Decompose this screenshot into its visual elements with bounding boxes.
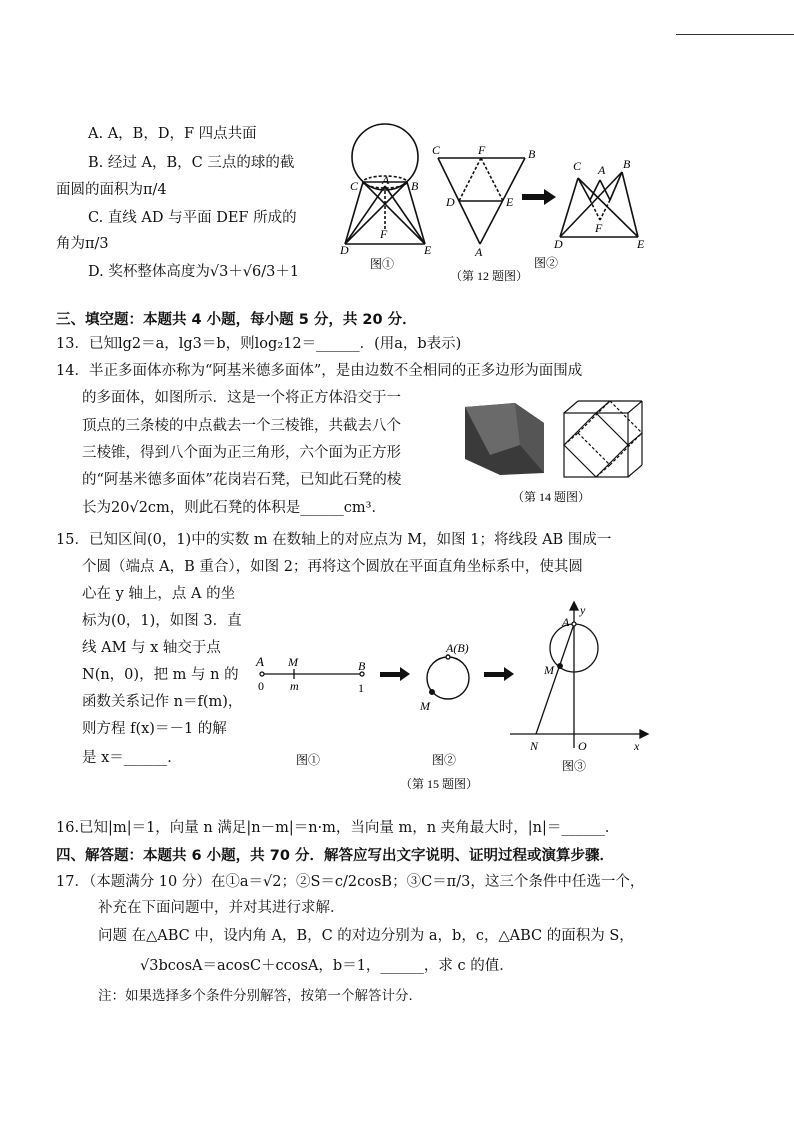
q15-fig2-caption: 图② — [432, 753, 457, 767]
right-arrow-icon — [522, 189, 556, 205]
q12-figure — [330, 120, 670, 290]
q12-fig1-caption: 图① — [370, 257, 395, 271]
q12-option-b-line2: 面圆的面积为π/4 — [56, 182, 167, 198]
fig2-label-d: D — [554, 237, 563, 251]
q14-line2: 的多面体，如图所示．这是一个将正方体沿交于一 — [82, 390, 401, 406]
q12-option-a: A. A，B，D，F 四点共面 — [88, 126, 257, 142]
q15-figure-caption: （第 15 题图） — [400, 777, 479, 791]
q15-line9: 是 x＝______． — [82, 750, 182, 766]
fig1-label-f: F — [380, 227, 388, 241]
q16-text: 16.已知|m|＝1，向量 n 满足|n－m|＝n·m，当向量 m，n 夹角最大时，|n|＝______． — [56, 820, 620, 836]
net-label-c: C — [432, 143, 441, 157]
q15-label-m-value: m — [290, 679, 299, 693]
q12-option-c-line1: C. 直线 AD 与平面 DEF 所成的 — [88, 210, 297, 226]
q15-label-b: B — [358, 659, 366, 673]
q15-coordinate-plane — [510, 602, 648, 748]
fig1-label-a: A — [382, 173, 390, 187]
q15-number-line — [260, 669, 364, 679]
q15-line8: 则方程 f(x)＝－1 的解 — [82, 721, 227, 737]
q15-line7: 函数关系记作 n＝f(m)， — [82, 694, 243, 710]
q15-line5: 线 AM 与 x 轴交于点 — [82, 640, 221, 656]
net-label-d: D — [446, 195, 455, 209]
net-label-e: E — [506, 195, 514, 209]
q15-label-m: M — [288, 655, 298, 669]
q12-fig2-caption: 图② — [534, 256, 559, 270]
q15-label-one: 1 — [358, 681, 364, 695]
q12-option-c-line2: 角为π/3 — [56, 236, 109, 252]
fig2-label-f: F — [595, 221, 603, 235]
net-label-b: B — [528, 147, 536, 161]
section3-heading: 三、填空题：本题共 4 小题，每小题 5 分，共 20 分． — [56, 312, 417, 328]
q12-figure-title: （第 12 题图） — [450, 269, 529, 283]
header-rule — [676, 34, 794, 35]
q15-line2: 个圆（端点 A，B 重合），如图 2；再将这个圆放在平面直角坐标系中，使其圆 — [82, 559, 583, 575]
q15-label-n: N — [530, 739, 539, 753]
q14-line3: 顶点的三条棱的中点截去一个三棱锥，共截去八个 — [82, 418, 401, 434]
q15-fig1-caption: 图① — [296, 753, 321, 767]
net-label-a: A — [475, 245, 483, 259]
cuboctahedron-diagram — [564, 401, 642, 477]
fig1-label-b: B — [411, 179, 419, 193]
q15-axis-y: y — [580, 603, 586, 617]
fig1-label-d: D — [340, 243, 349, 257]
q14-line5: 的“阿基米德多面体”花岗岩石凳，已知此石凳的棱 — [82, 472, 402, 488]
q15-axis-x: x — [634, 739, 640, 753]
fig2-label-b: B — [623, 157, 631, 171]
q15-fig3-caption: 图③ — [562, 759, 587, 773]
q15-circle — [427, 655, 469, 699]
q14-line4: 三棱锥，得到八个面为正三角形，六个面为正方形 — [82, 445, 401, 461]
q15-label-zero: 0 — [258, 679, 264, 693]
right-arrow-icon — [380, 667, 410, 681]
q14-figure-caption: （第 14 题图） — [512, 490, 591, 504]
section4-heading: 四、解答题：本题共 6 小题，共 70 分．解答应写出文字说明、证明过程或演算步骤． — [56, 848, 614, 864]
fig1-label-e: E — [424, 243, 432, 257]
fig2-label-a: A — [598, 163, 606, 177]
fig2-label-c: C — [573, 159, 582, 173]
q15-fig3-label-m: M — [544, 663, 554, 677]
q15-fig3-label-a: A — [562, 615, 570, 629]
q17-note: 注：如果选择多个条件分别解答，按第一个解答计分． — [98, 988, 422, 1004]
q15-line1: 15．已知区间(0，1)中的实数 m 在数轴上的对应点为 M，如图 1；将线段 AB 围成一 — [56, 532, 612, 548]
net-label-f: F — [478, 143, 486, 157]
fig2-label-e: E — [637, 237, 645, 251]
q15-fig2-label-m: M — [420, 699, 430, 713]
stone-bench-photo — [465, 403, 544, 475]
q15-label-o: O — [578, 739, 587, 753]
q15-label-ab: A(B) — [446, 641, 469, 655]
q13-text: 13．已知lg2＝a，lg3＝b，则log₂12＝______．(用a，b表示) — [56, 336, 462, 352]
right-arrow-icon — [484, 667, 514, 681]
q15-line3: 心在 y 轴上，点 A 的坐 — [82, 586, 236, 602]
q17-line4: √3bcosA＝acosC＋ccosA，b＝1，______，求 c 的值． — [140, 958, 514, 974]
q12-option-b-line1: B. 经过 A，B，C 三点的球的截 — [88, 155, 295, 171]
q15-line6: N(n，0)，把 m 与 n 的 — [82, 667, 239, 683]
q17-line3: 问题 在△ABC 中，设内角 A，B，C 的对边分别为 a，b，c，△ABC 的面积为 S， — [98, 928, 634, 944]
q15-label-a: A — [256, 654, 264, 669]
q14-line6: 长为20√2cm，则此石凳的体积是______cm³． — [82, 500, 386, 516]
q17-line2: 补充在下面问题中，并对其进行求解． — [98, 900, 345, 916]
q14-line1: 14．半正多面体亦称为“阿基米德多面体”，是由边数不全相同的正多边形为面围成 — [56, 363, 583, 379]
fig1-label-c: C — [350, 179, 359, 193]
q12-option-d: D. 奖杯整体高度为√3＋√6/3＋1 — [88, 264, 300, 280]
q17-line1: 17．（本题满分 10 分）在①a＝√2；②S＝c/2cosB；③C＝π/3，这三个条件中任选一个， — [56, 874, 645, 890]
q15-line4: 标为(0，1)，如图 3．直 — [82, 613, 242, 629]
q15-figure — [248, 598, 658, 798]
q14-figure — [460, 395, 660, 507]
